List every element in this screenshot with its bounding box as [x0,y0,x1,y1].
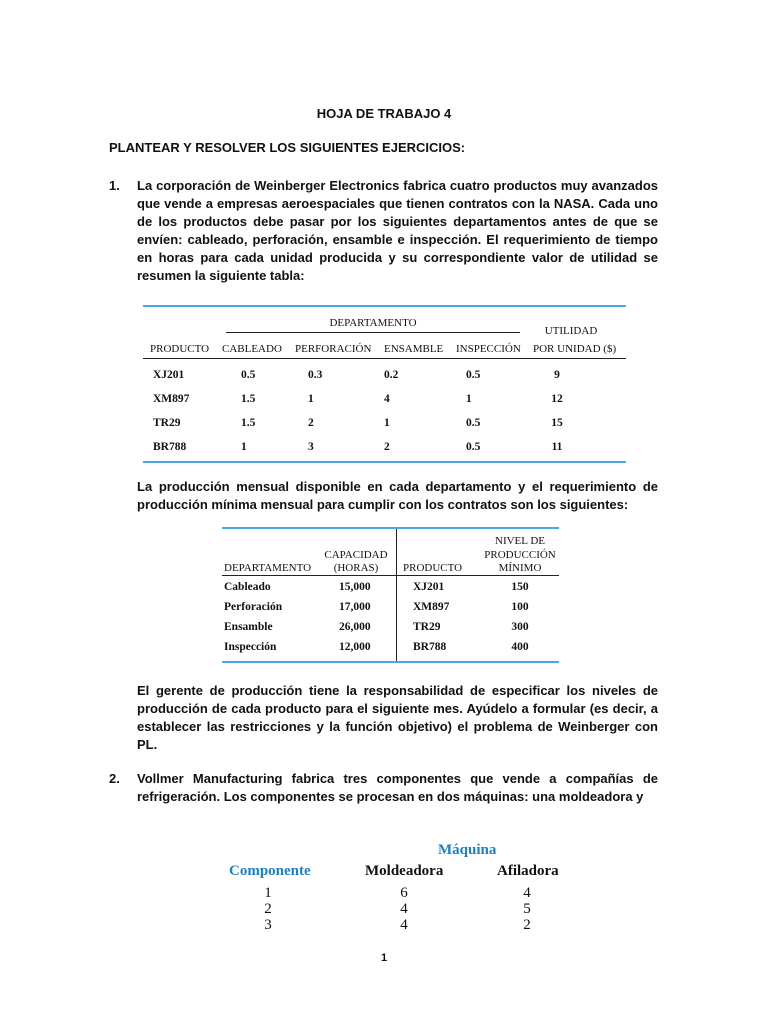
table2-cell: XM897 [413,601,450,613]
table1-cell: 1 [308,393,314,405]
table2-col2-line1: CAPACIDAD [324,549,388,561]
table2-col3: PRODUCTO [403,562,463,574]
problem-1-intro: La corporación de Weinberger Electronics fabrica cuatro productos muy avanzados que vende a empresas aeroespaciales que tienen contratos con la NASA. Cada uno de los productos debe pasar por los siguientes departamentos antes de que se envíen: cableado, perforación, ensamble e inspección. El requerimiento de tiempo en horas para cada unidad producida y su correspondiente valor de utilidad se resumen la siguiente tabla: [137,178,658,283]
table3-cell: 6 [400,885,408,901]
table1-col-cableado: CABLEADO [222,343,282,355]
table2-divider [396,529,397,663]
table3-col3: Afiladora [497,863,559,879]
problem-1-middle: La producción mensual disponible en cada departamento y el requerimiento de producción mínima mensual para cumplir con los contratos son los siguientes: [137,479,658,512]
table2-top-rule [222,527,559,529]
table1-utility-header-1: UTILIDAD [544,325,598,337]
table1-col-producto: PRODUCTO [150,343,210,355]
table2-cell: 300 [511,621,529,633]
table2-cell: Inspección [224,641,277,653]
table1-group-underline [226,332,520,333]
table3-cell: 4 [400,901,408,917]
table2-col1: DEPARTAMENTO [224,562,312,574]
table2-header-rule [222,575,559,576]
problem-1-closing: El gerente de producción tiene la responsabilidad de especificar los niveles de producción de cada producto para el siguiente mes. Ayúdelo a formular (es decir, a establecer las restricciones y la función objetivo) el problema de Weinberger con PL. [137,683,658,752]
table1-cell: 4 [384,393,390,405]
table2-cell: Perforación [224,601,283,613]
table1-cell: 0.2 [384,369,399,381]
table2-col2-line2: (HORAS) [333,562,379,574]
table1-cell: 0.3 [308,369,323,381]
table3-group-header: Máquina [438,842,497,858]
problem-1-number: 1. [109,178,120,193]
table1-cell: 1 [241,441,247,453]
table1-cell: 12 [551,393,563,405]
table2-cell: 150 [511,581,529,593]
page-number: 1 [380,952,388,964]
table1-cell: XJ201 [153,369,185,381]
table1-cell: 0.5 [241,369,256,381]
table1-cell: 0.5 [466,417,481,429]
table2-col4-line1: NIVEL DE [495,535,545,547]
table1-cell: 3 [308,441,314,453]
table2-cell: BR788 [413,641,447,653]
table3-col1: Componente [229,863,311,879]
table1-cell: 1 [384,417,390,429]
table1-cell: 9 [554,369,560,381]
table3-cell: 2 [523,917,531,933]
table1-cell: 1.5 [241,417,256,429]
table3-cell: 1 [264,885,272,901]
table3-cell: 5 [523,901,531,917]
section-heading: PLANTEAR Y RESOLVER LOS SIGUIENTES EJERCICIOS: [109,140,466,155]
table2-col4-line3: MÍNIMO [498,562,542,574]
table2-cell: 12,000 [339,641,371,653]
table3-cell: 4 [523,885,531,901]
table2-cell: XJ201 [413,581,445,593]
table1-cell: 11 [551,441,563,453]
table1-cell: 15 [551,417,563,429]
table1-cell: XM897 [153,393,190,405]
table3-col2: Moldeadora [365,863,444,879]
table2-cell: 100 [511,601,529,613]
table1-cell: TR29 [153,417,181,429]
table1-cell: 2 [308,417,314,429]
problem-2-number: 2. [109,771,120,786]
table2-col4-line2: PRODUCCIÓN [484,549,556,561]
table1-bottom-rule [143,461,626,463]
table1-utility-header-2: POR UNIDAD ($) [533,343,617,355]
problem-2-intro: Vollmer Manufacturing fabrica tres componentes que vende a compañías de refrigeración. Los componentes se procesan en dos máquinas: una moldeadora y [137,771,658,804]
page-title: HOJA DE TRABAJO 4 [316,106,452,121]
table1-cell: 1 [466,393,472,405]
table2-cell: 26,000 [339,621,371,633]
table1-cell: 0.5 [466,369,481,381]
table2-cell: Cableado [224,581,271,593]
table1-col-perforacion: PERFORACIÓN [295,343,372,355]
table1-col-ensamble: ENSAMBLE [384,343,444,355]
table1-col-inspeccion: INSPECCIÓN [456,343,521,355]
table3-cell: 2 [264,901,272,917]
table1-header-rule [143,358,626,359]
table2-cell: 17,000 [339,601,371,613]
table2-cell: 15,000 [339,581,371,593]
table2-cell: 400 [511,641,529,653]
table3-cell: 4 [400,917,408,933]
table2-cell: TR29 [413,621,441,633]
table1-cell: 2 [384,441,390,453]
table1-top-rule [143,305,626,307]
table1-group-header: DEPARTAMENTO [329,317,417,329]
table1-cell: 0.5 [466,441,481,453]
table2-bottom-rule [222,661,559,663]
table2-cell: Ensamble [224,621,273,633]
table1-cell: 1.5 [241,393,256,405]
table3-cell: 3 [264,917,272,933]
table1-cell: BR788 [153,441,187,453]
